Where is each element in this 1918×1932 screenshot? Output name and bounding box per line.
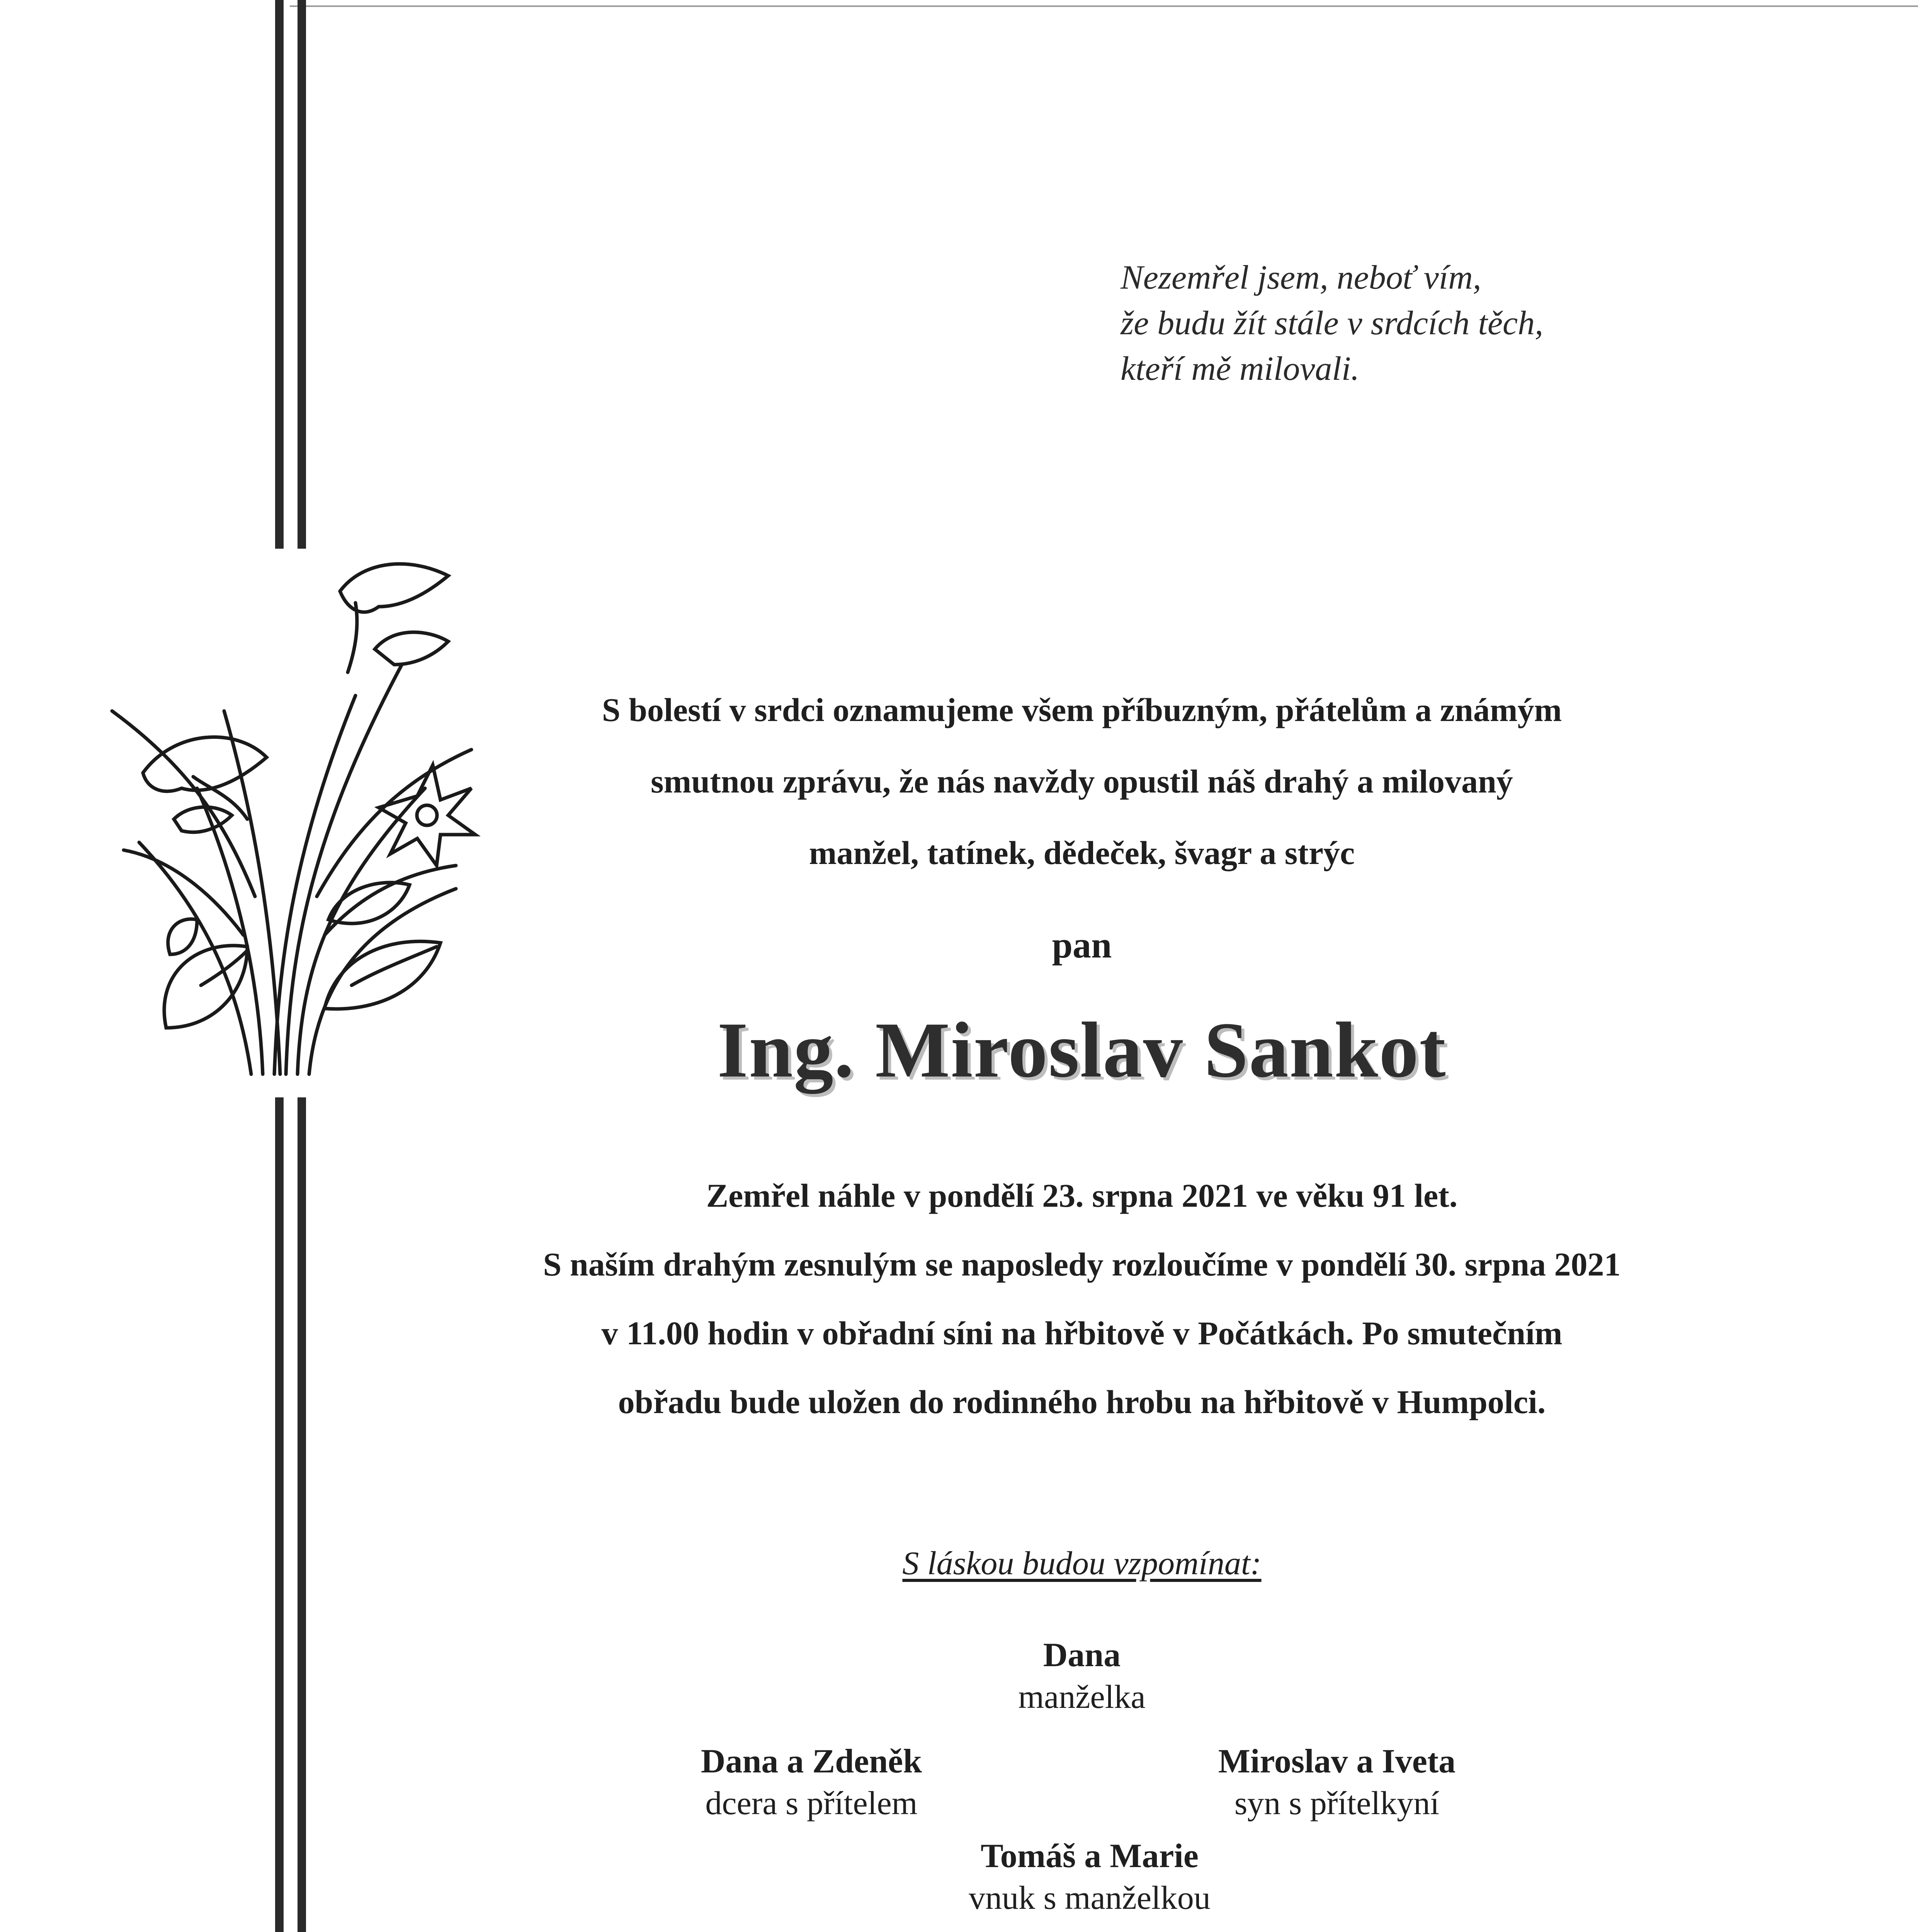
mourner (595, 1741, 1028, 1823)
epigraph (1121, 255, 1543, 392)
details-line: S naším drahým zesnulým se naposledy rozloučíme v pondělí 30. srpna 2021 (543, 1246, 1621, 1283)
announcement-line: S bolestí v srdci oznamujeme všem příbuzným, přátelům a známým (602, 691, 1562, 728)
epigraph-line: že budu žít stále v srdcích těch, (1121, 304, 1544, 342)
details-line: obřadu bude uložen do rodinného hrobu na hřbitově v Humpolci. (618, 1383, 1546, 1420)
mourner (889, 1634, 1275, 1717)
top-border-line (290, 5, 1918, 7)
mourner-name: Dana (1043, 1636, 1121, 1674)
mourner-relation: vnuk s manželkou (969, 1879, 1211, 1916)
funeral-details (386, 1161, 1777, 1436)
mourner-relation: dcera s přítelem (705, 1784, 918, 1821)
mourner-name: Tomáš a Marie (981, 1837, 1199, 1875)
mourner (1105, 1741, 1569, 1823)
mourner (850, 1835, 1329, 1918)
epigraph-line: Nezemřel jsem, neboť vím, (1121, 259, 1481, 296)
details-line: Zemřel náhle v pondělí 23. srpna 2021 ve věku 91 let. (706, 1177, 1458, 1214)
honorific: pan (1052, 924, 1112, 966)
mourner-name: Miroslav a Iveta (1218, 1743, 1456, 1780)
deceased-name: Ing. Miroslav Sankot (717, 1006, 1447, 1094)
left-border-bar (275, 1097, 284, 1932)
mourners-title: S láskou budou vzpomínat: (902, 1544, 1262, 1582)
left-border-bar (298, 0, 306, 549)
details-line: v 11.00 hodin v obřadní síni na hřbitově v Počátkách. Po smutečním (601, 1315, 1563, 1352)
epigraph-line: kteří mě milovali. (1121, 350, 1360, 388)
announcement-line: manžel, tatínek, dědeček, švagr a strýc (809, 834, 1355, 871)
announcement-line: smutnou zprávu, že nás navždy opustil náš drahý a milovaný (651, 763, 1513, 800)
left-border-bar (275, 0, 284, 549)
mourner-name: Dana a Zdeněk (701, 1743, 922, 1780)
mourner-relation: syn s přítelkyní (1234, 1784, 1440, 1821)
left-border-bar (298, 1097, 306, 1932)
mourner-relation: manželka (1018, 1678, 1146, 1715)
announcement (425, 674, 1739, 889)
